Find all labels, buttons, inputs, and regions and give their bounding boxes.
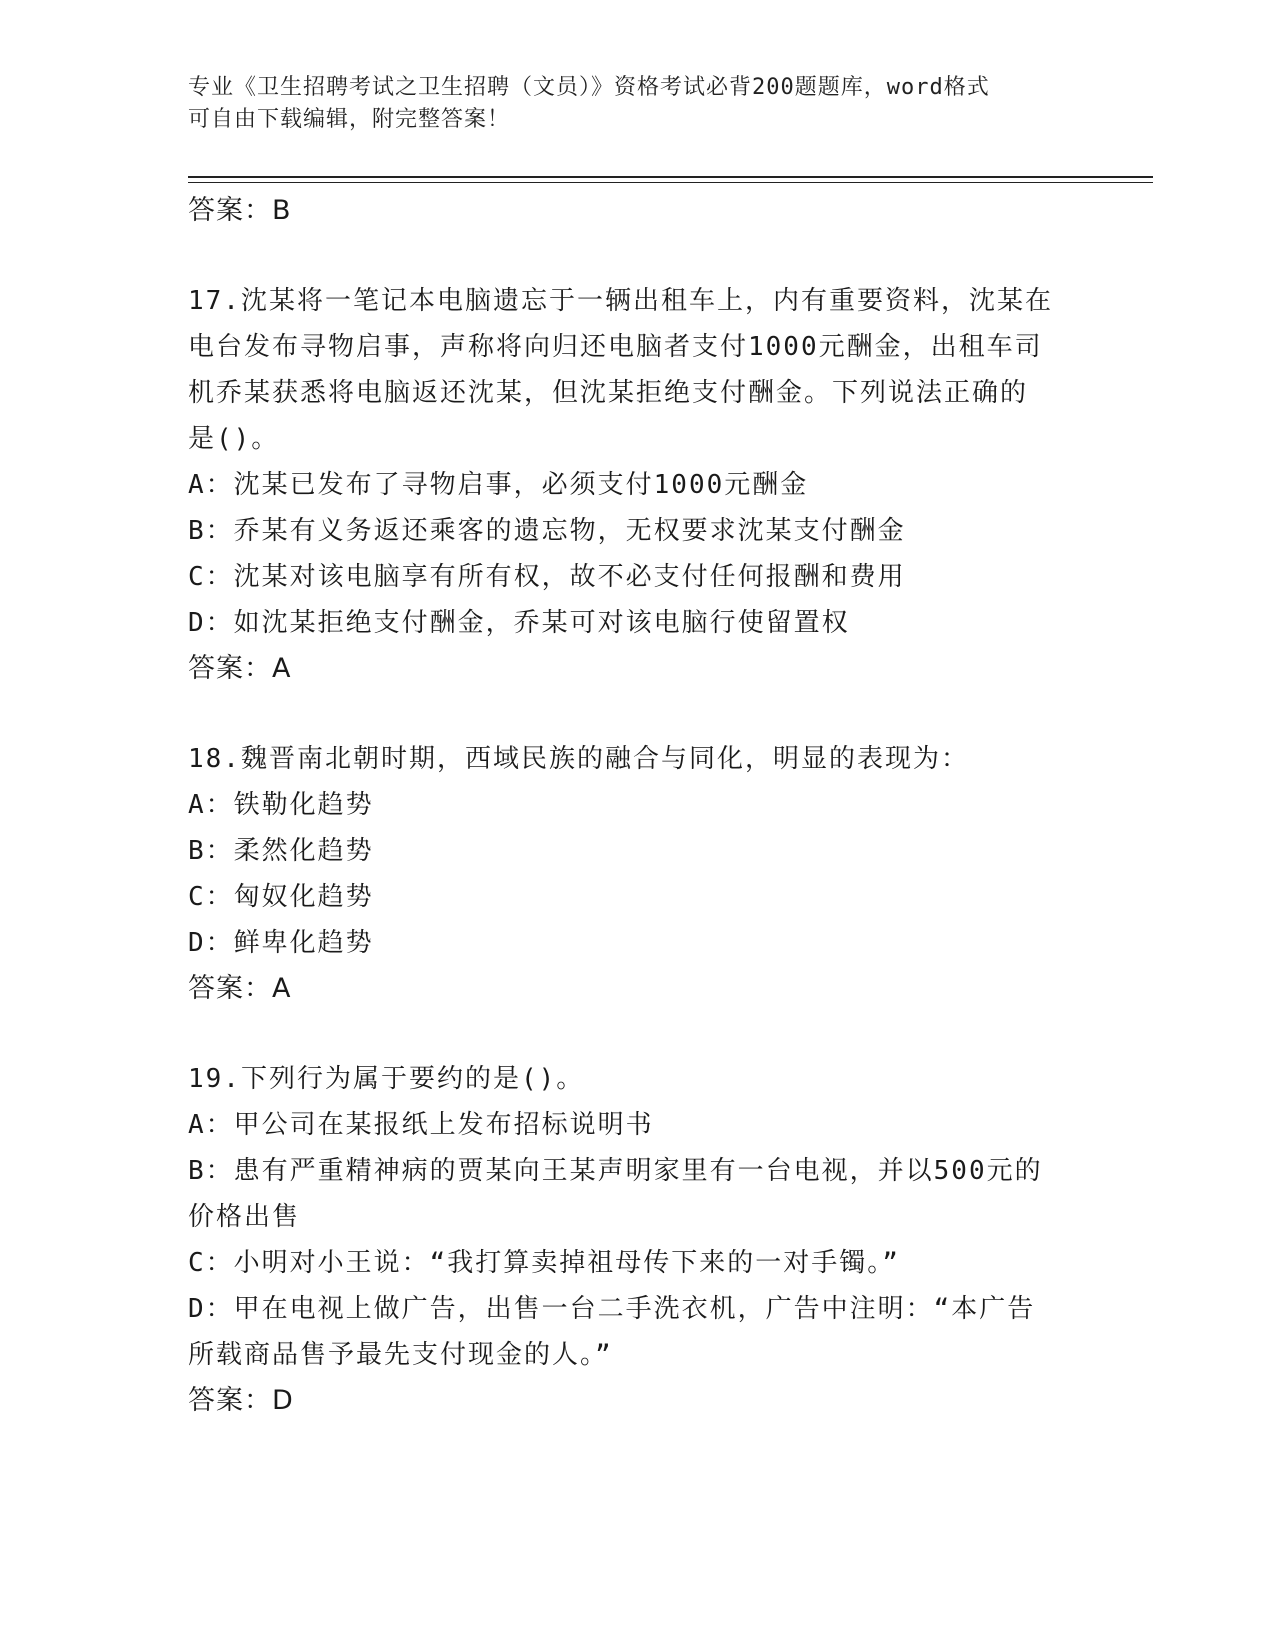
question-stem-line: 17.沈某将一笔记本电脑遗忘于一辆出租车上，内有重要资料，沈某在 — [188, 286, 1053, 316]
question-list — [188, 188, 1108, 1424]
question-stem-line: 18.魏晋南北朝时期，西域民族的融合与同化，明显的表现为： — [188, 744, 969, 774]
option-b-continued: 价格出售 — [188, 1202, 301, 1232]
question-stem-line: 电台发布寻物启事，声称将向归还电脑者支付1000元酬金，出租车司 — [188, 332, 1043, 362]
header-title-line-2: 可自由下载编辑，附完整答案！ — [188, 107, 511, 132]
option-d: D：鲜卑化趋势 — [188, 928, 374, 958]
question-stem-line: 是()。 — [188, 424, 280, 454]
option-b: B：患有严重精神病的贾某向王某声明家里有一台电视，并以500元的 — [188, 1156, 1043, 1186]
question-stem-line: 机乔某获悉将电脑返还沈某，但沈某拒绝支付酬金。下列说法正确的 — [188, 378, 1029, 408]
question-stem-line: 19.下列行为属于要约的是()。 — [188, 1064, 585, 1094]
answer-17: 答案：A — [188, 653, 292, 684]
option-c: C：沈某对该电脑享有所有权，故不必支付任何报酬和费用 — [188, 562, 906, 592]
answer-18: 答案：A — [188, 973, 292, 1004]
option-a: A：甲公司在某报纸上发布招标说明书 — [188, 1110, 654, 1140]
option-d: D：如沈某拒绝支付酬金，乔某可对该电脑行使留置权 — [188, 608, 850, 638]
option-c: C：小明对小王说：“我打算卖掉祖母传下来的一对手镯。” — [188, 1248, 900, 1278]
answer-16: 答案：B — [188, 195, 292, 226]
header-title-line-1: 专业《卫生招聘考试之卫生招聘（文员）》资格考试必背200题题库，word格式 — [188, 75, 990, 100]
answer-19: 答案：D — [188, 1385, 294, 1416]
question-18 — [188, 736, 1108, 1012]
question-19 — [188, 1056, 1108, 1424]
spacer — [188, 692, 1108, 736]
option-b: B：柔然化趋势 — [188, 836, 374, 866]
option-a: A：铁勒化趋势 — [188, 790, 374, 820]
document-header — [188, 72, 1088, 136]
option-c: C：匈奴化趋势 — [188, 882, 374, 912]
spacer — [188, 1012, 1108, 1056]
option-a: A：沈某已发布了寻物启事，必须支付1000元酬金 — [188, 470, 809, 500]
header-divider-thick — [188, 176, 1153, 178]
option-d: D：甲在电视上做广告，出售一台二手洗衣机，广告中注明：“本广告 — [188, 1294, 1036, 1324]
question-17 — [188, 278, 1108, 692]
option-d-continued: 所载商品售予最先支付现金的人。” — [188, 1340, 613, 1370]
spacer — [188, 234, 1108, 278]
option-b: B：乔某有义务返还乘客的遗忘物，无权要求沈某支付酬金 — [188, 516, 906, 546]
header-divider-thin — [188, 182, 1153, 183]
